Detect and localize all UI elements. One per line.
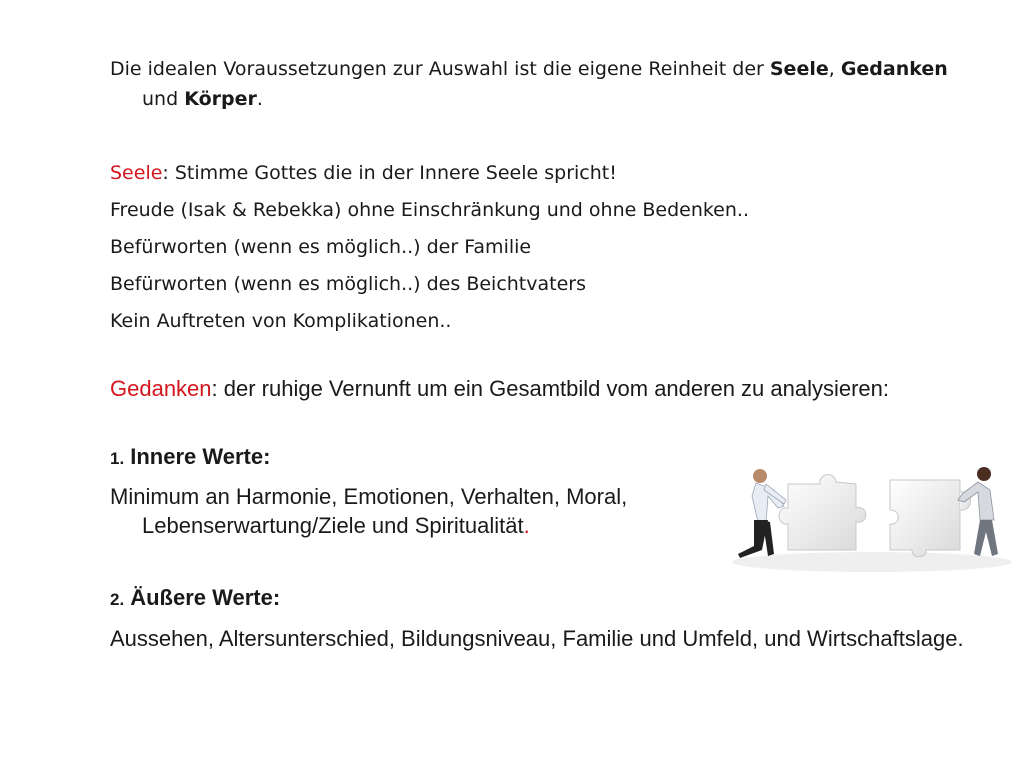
inner-values-text [110, 482, 762, 540]
intro-seele-word: Seele [769, 58, 829, 80]
seele-item: Befürworten (wenn es möglich..) der Familie [110, 236, 532, 258]
inner-number: 1. [110, 449, 125, 468]
intro-koerper-word: Körper [184, 88, 257, 110]
inner-text-end: . [523, 513, 530, 538]
puzzle-piece-right [890, 480, 971, 557]
seele-heading [110, 158, 930, 188]
intro-text: Die idealen Voraussetzungen zur Auswahl ist die eigene Reinheit der [110, 58, 770, 80]
floor-shadow [732, 552, 1012, 572]
woman-pushing-figure [958, 467, 998, 556]
puzzle-piece-left [779, 475, 866, 550]
seele-item: Kein Auftreten von Komplikationen.. [110, 310, 452, 332]
outer-values-text: Aussehen, Altersunterschied, Bildungsniveau, Familie und Umfeld, und Wirtschaftslage. [110, 626, 964, 651]
puzzle-illustration [722, 450, 1012, 590]
outer-title: Äußere Werte: [130, 585, 281, 610]
gedanken-heading [110, 374, 932, 403]
intro-comma: , [828, 58, 835, 80]
seele-item: Freude (Isak & Rebekka) ohne Einschränkung und ohne Bedenken.. [110, 199, 749, 221]
outer-number: 2. [110, 590, 125, 609]
intro-period: . [256, 88, 263, 110]
intro-paragraph [110, 54, 962, 114]
intro-gedanken-word: Gedanken [840, 58, 948, 80]
inner-text-main: Minimum an Harmonie, Emotionen, Verhalten, Moral, Lebenserwartung/Ziele und Spiritualität [110, 484, 628, 538]
seele-item: Befürworten (wenn es möglich..) des Beichtvaters [110, 273, 586, 295]
gedanken-label: Gedanken [110, 376, 212, 401]
seele-label: Seele [110, 162, 163, 184]
puzzle-people-image [722, 450, 1012, 590]
gedanken-heading-rest: : der ruhige Vernunft um ein Gesamtbild vom anderen zu analysieren: [211, 376, 890, 401]
seele-heading-rest: : Stimme Gottes die in der Innere Seele spricht! [162, 162, 617, 184]
inner-title: Innere Werte: [130, 444, 271, 469]
intro-und: und [142, 88, 185, 110]
